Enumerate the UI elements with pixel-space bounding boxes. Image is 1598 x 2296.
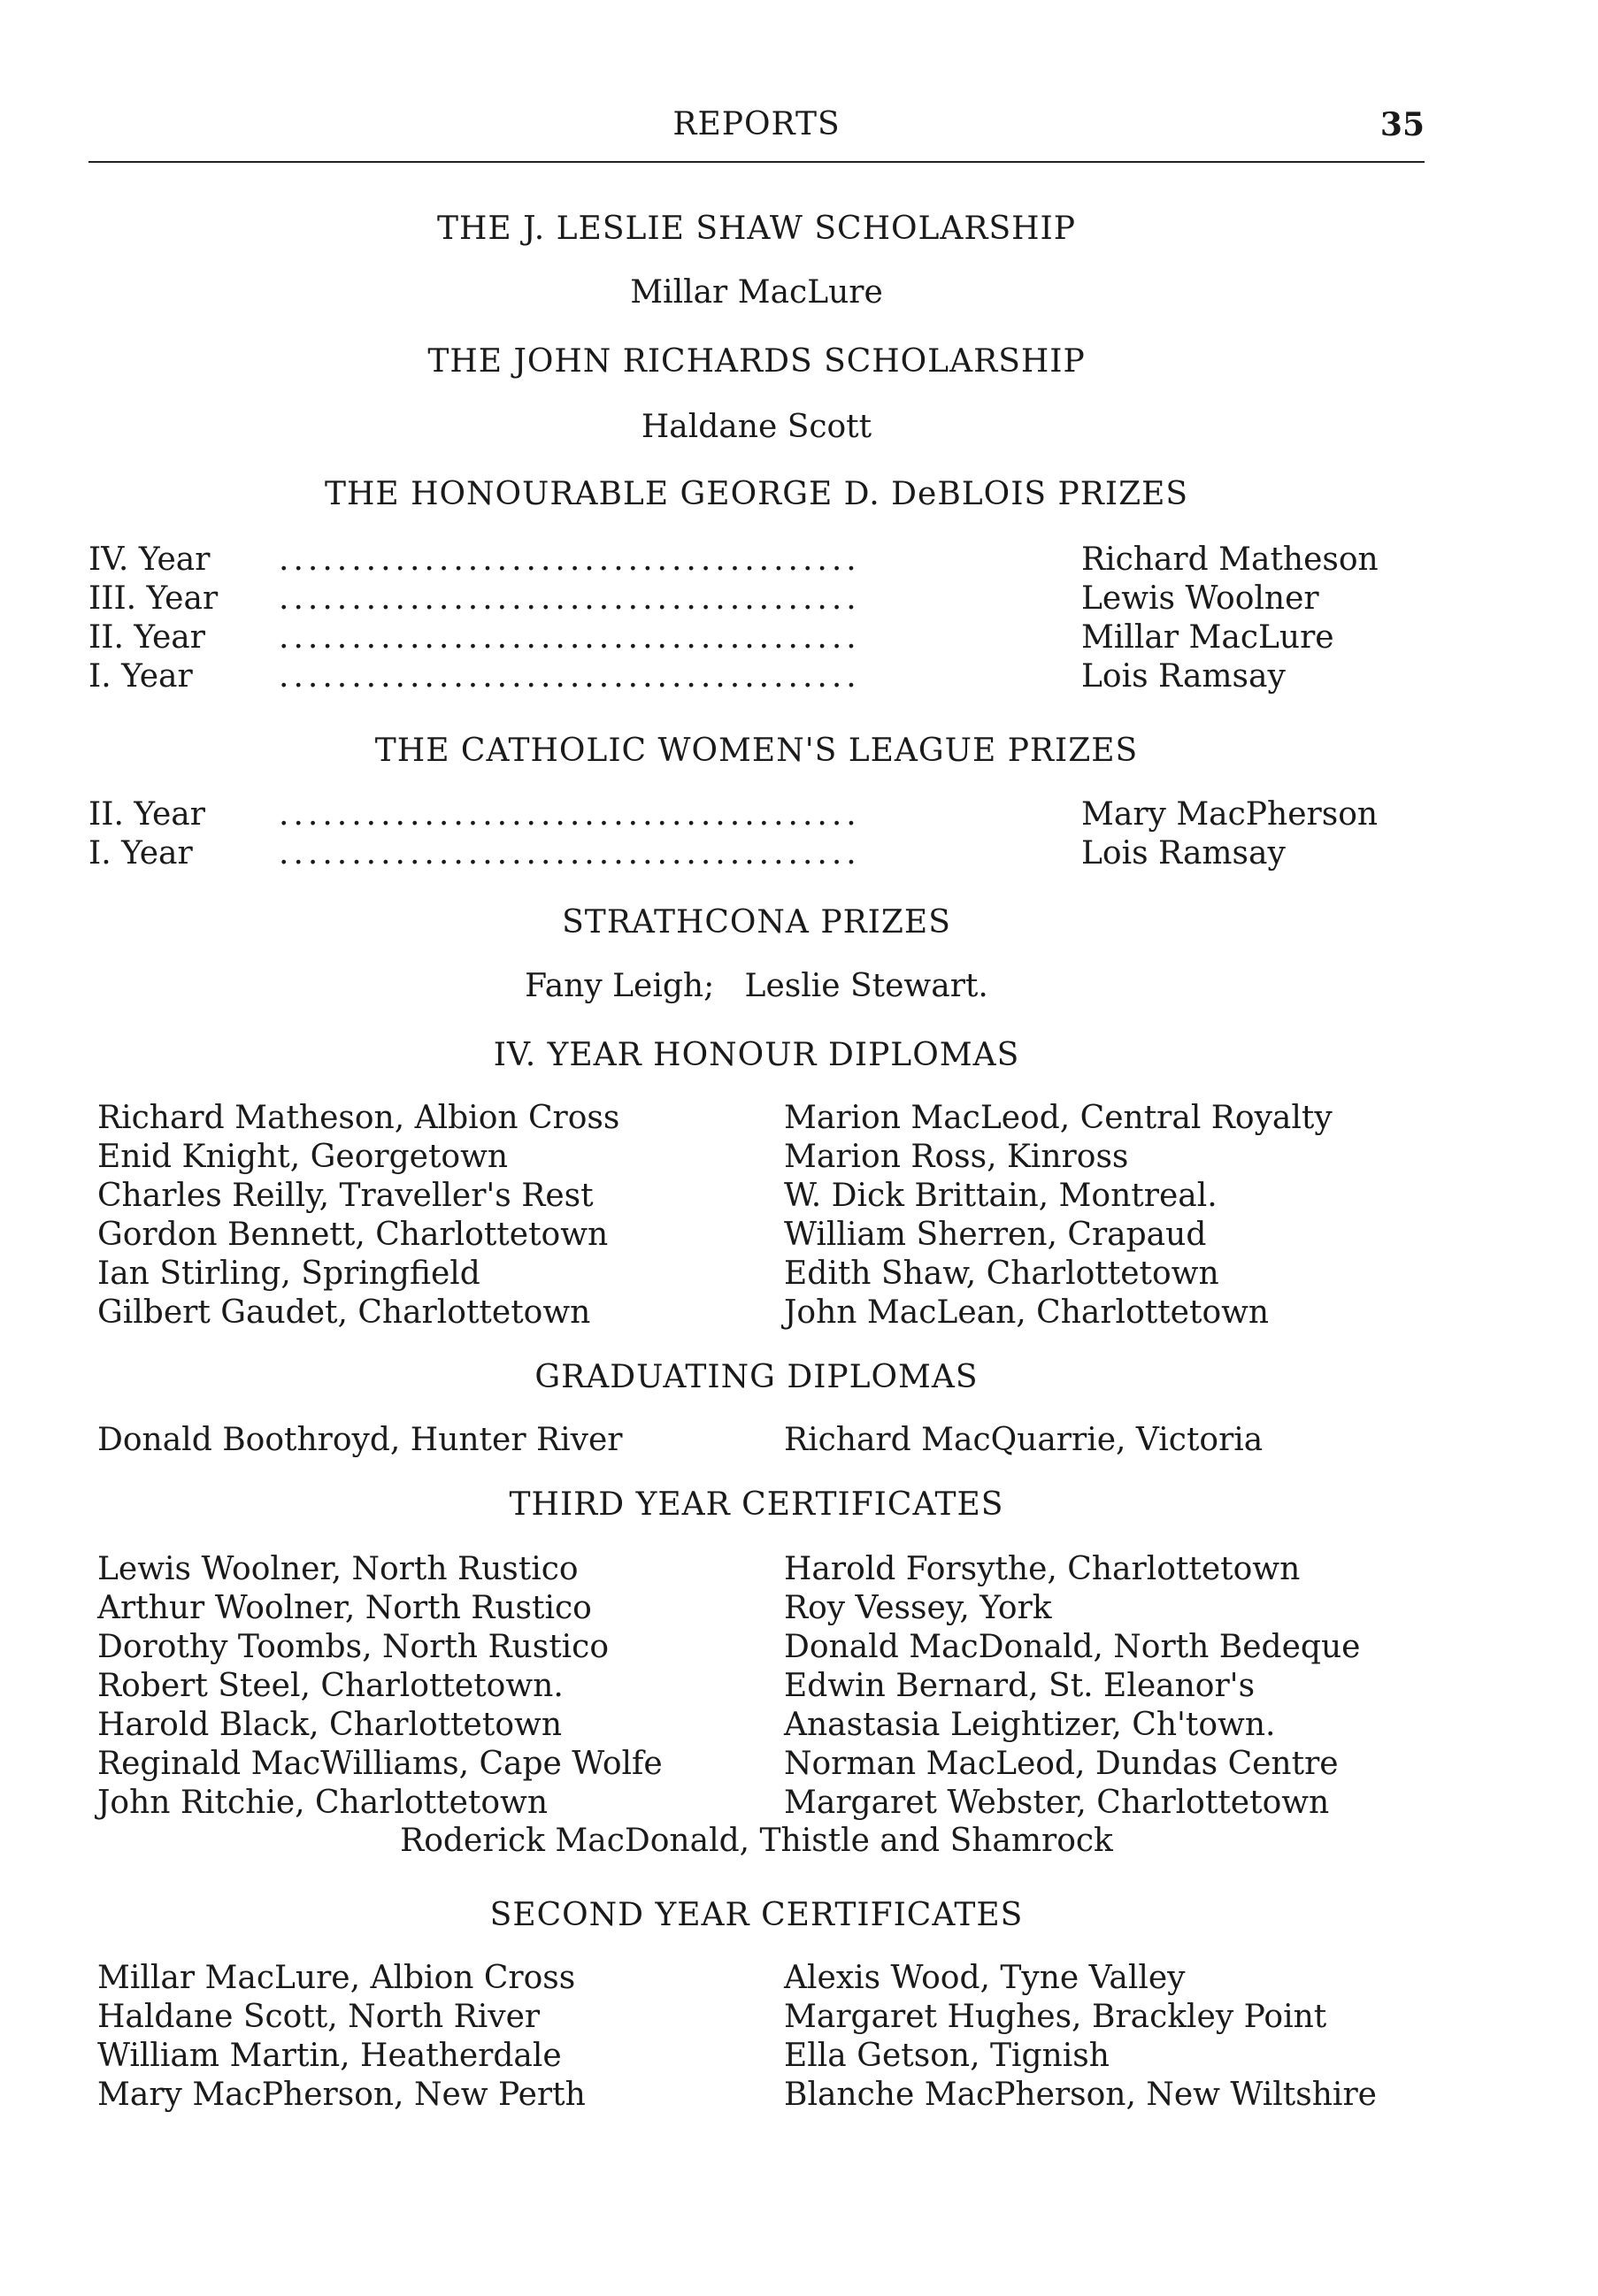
page-number: 35	[1379, 106, 1425, 143]
second-right-list	[784, 1959, 1377, 2115]
prize-winner: Millar MacLure	[1081, 619, 1334, 656]
list-item: Haldane Scott, North River	[97, 1999, 541, 2035]
list-item: Lewis Woolner, North Rustico	[97, 1551, 579, 1587]
list-item: Donald MacDonald, North Bedeque	[784, 1629, 1361, 1665]
list-item: Marion MacLeod, Central Royalty	[784, 1100, 1333, 1136]
list-item: Anastasia Leightizer, Ch'town.	[784, 1707, 1276, 1743]
prize-year: I. Year	[88, 658, 193, 695]
cwl-row	[88, 835, 1425, 874]
prize-winner: Lois Ramsay	[1081, 658, 1286, 695]
prize-year: III. Year	[88, 580, 219, 617]
page-header	[88, 106, 1425, 159]
running-title: REPORTS	[672, 106, 841, 142]
list-item: John Ritchie, Charlottetown	[97, 1785, 549, 1821]
list-item: Enid Knight, Georgetown	[97, 1139, 509, 1175]
shaw-heading: THE J. LESLIE SHAW SCHOLARSHIP	[436, 211, 1076, 247]
richards-winner: Haldane Scott	[641, 409, 872, 445]
list-item: Richard Matheson, Albion Cross	[97, 1100, 620, 1136]
second-left-list	[97, 1959, 586, 2115]
document-page	[88, 0, 1425, 2296]
list-item: Charles Reilly, Traveller's Rest	[97, 1178, 594, 1214]
dot-leader: ........................................	[279, 619, 861, 656]
list-item: Gordon Bennett, Charlottetown	[97, 1217, 609, 1253]
list-item: Dorothy Toombs, North Rustico	[97, 1629, 610, 1665]
cwl-heading: THE CATHOLIC WOMEN'S LEAGUE PRIZES	[374, 733, 1139, 769]
deblois-row	[88, 619, 1425, 658]
list-item: Ella Getson, Tignish	[784, 2038, 1110, 2074]
list-item: Mary MacPherson, New Perth	[97, 2077, 586, 2113]
honour-heading: IV. YEAR HONOUR DIPLOMAS	[493, 1037, 1020, 1073]
list-item: Margaret Hughes, Brackley Point	[784, 1999, 1327, 2035]
header-rule	[88, 161, 1425, 163]
prize-winner: Richard Matheson	[1081, 541, 1379, 578]
prize-year: II. Year	[88, 796, 205, 833]
strathcona-winners: Fany Leigh; Leslie Stewart.	[525, 968, 988, 1004]
richards-heading: THE JOHN RICHARDS SCHOLARSHIP	[427, 343, 1086, 380]
deblois-row	[88, 580, 1425, 619]
list-item: Harold Black, Charlottetown	[97, 1707, 563, 1743]
prize-year: II. Year	[88, 619, 205, 656]
list-item: Richard MacQuarrie, Victoria	[784, 1422, 1264, 1458]
list-item: Gilbert Gaudet, Charlottetown	[97, 1294, 591, 1331]
shaw-winner: Millar MacLure	[630, 274, 883, 311]
prize-year: I. Year	[88, 835, 193, 872]
list-item: Edith Shaw, Charlottetown	[784, 1256, 1219, 1292]
dot-leader: ........................................	[279, 835, 861, 872]
list-item: Ian Stirling, Springfield	[97, 1256, 480, 1292]
list-item: Donald Boothroyd, Hunter River	[97, 1422, 623, 1458]
honour-right-list	[784, 1099, 1333, 1332]
third-left-list	[97, 1550, 663, 1823]
list-item: Alexis Wood, Tyne Valley	[784, 1960, 1186, 1996]
cwl-row	[88, 796, 1425, 835]
list-item: Margaret Webster, Charlottetown	[784, 1785, 1330, 1821]
list-item: Norman MacLeod, Dundas Centre	[784, 1746, 1339, 1782]
prize-year: IV. Year	[88, 541, 211, 578]
dot-leader: ........................................	[279, 796, 861, 833]
graduating-left-list	[97, 1421, 622, 1460]
list-item: Marion Ross, Kinross	[784, 1139, 1129, 1175]
honour-left-list	[97, 1099, 619, 1332]
list-item-centered: Roderick MacDonald, Thistle and Shamrock	[400, 1823, 1113, 1859]
deblois-row	[88, 541, 1425, 580]
deblois-heading: THE HONOURABLE GEORGE D. DeBLOIS PRIZES	[324, 476, 1189, 512]
list-item: Edwin Bernard, St. Eleanor's	[784, 1668, 1256, 1704]
strathcona-heading: STRATHCONA PRIZES	[562, 904, 951, 941]
deblois-row	[88, 658, 1425, 697]
list-item: Blanche MacPherson, New Wiltshire	[784, 2077, 1377, 2113]
graduating-right-list	[784, 1421, 1263, 1460]
list-item: Harold Forsythe, Charlottetown	[784, 1551, 1301, 1587]
dot-leader: ........................................	[279, 658, 861, 695]
list-item: John MacLean, Charlottetown	[784, 1294, 1270, 1331]
list-item: William Sherren, Crapaud	[784, 1217, 1207, 1253]
dot-leader: ........................................	[279, 541, 861, 578]
list-item: Robert Steel, Charlottetown.	[97, 1668, 564, 1704]
list-item: Millar MacLure, Albion Cross	[97, 1960, 576, 1996]
third-heading: THIRD YEAR CERTIFICATES	[509, 1486, 1004, 1523]
list-item: W. Dick Brittain, Montreal.	[784, 1178, 1218, 1214]
third-right-list	[784, 1550, 1360, 1823]
dot-leader: ........................................	[279, 580, 861, 617]
prize-winner: Lewis Woolner	[1081, 580, 1319, 617]
prize-winner: Lois Ramsay	[1081, 835, 1286, 872]
list-item: William Martin, Heatherdale	[97, 2038, 562, 2074]
list-item: Reginald MacWilliams, Cape Wolfe	[97, 1746, 663, 1782]
prize-winner: Mary MacPherson	[1081, 796, 1379, 833]
second-heading: SECOND YEAR CERTIFICATES	[489, 1897, 1024, 1933]
graduating-heading: GRADUATING DIPLOMAS	[534, 1359, 979, 1395]
list-item: Arthur Woolner, North Rustico	[97, 1590, 592, 1626]
list-item: Roy Vessey, York	[784, 1590, 1052, 1626]
